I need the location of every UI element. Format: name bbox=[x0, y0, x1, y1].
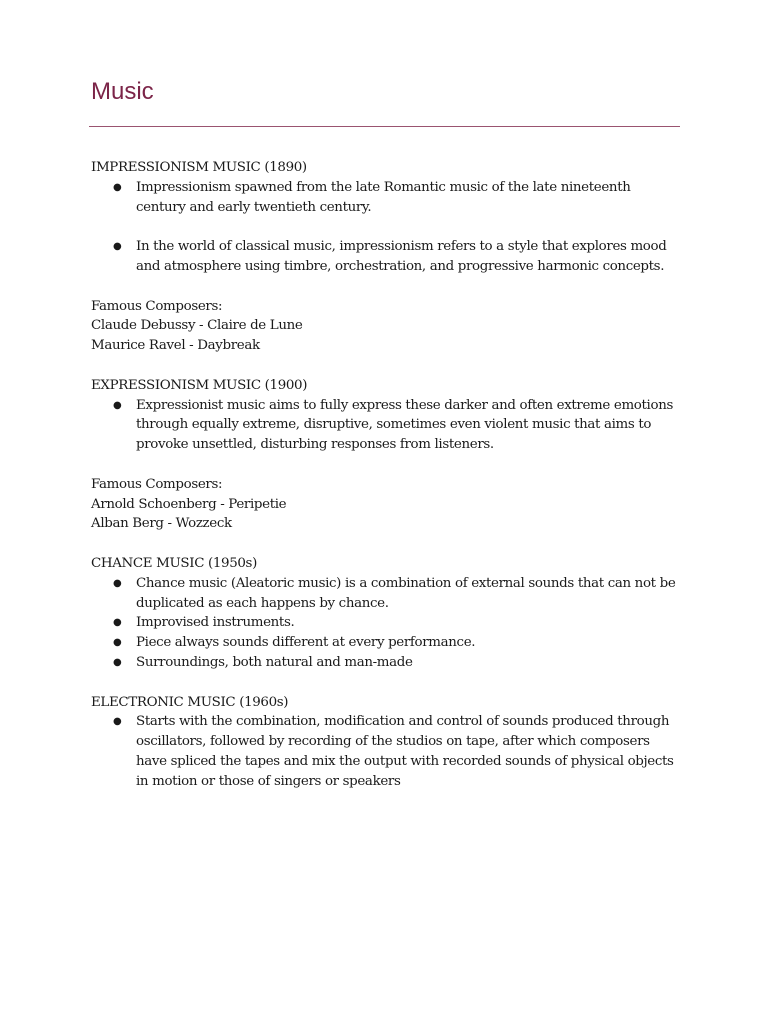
document-body bbox=[91, 158, 691, 811]
bullet-list bbox=[91, 712, 691, 791]
page-title: Music bbox=[91, 78, 154, 105]
bullet-dot-icon: ● bbox=[113, 617, 122, 629]
list-item bbox=[91, 633, 681, 653]
list-item-text: Surroundings, both natural and man-made bbox=[136, 654, 413, 670]
bullet-dot-icon: ● bbox=[113, 577, 122, 589]
bullet-dot-icon: ● bbox=[113, 241, 122, 253]
bullet-list bbox=[91, 574, 691, 673]
list-item bbox=[91, 712, 681, 791]
section-heading: IMPRESSIONISM MUSIC (1890) bbox=[91, 160, 307, 175]
composer-entry: Claude Debussy - Claire de Lune bbox=[91, 318, 303, 334]
title-divider bbox=[89, 126, 680, 127]
list-item bbox=[91, 396, 681, 455]
bullet-list bbox=[91, 396, 691, 455]
list-item-text: Chance music (Aleatoric music) is a combination of external sounds that can not be duplicated as each happens by chance. bbox=[136, 575, 676, 611]
bullet-dot-icon: ● bbox=[113, 399, 122, 411]
section-electronic bbox=[91, 693, 691, 792]
section-chance bbox=[91, 554, 691, 673]
bullet-dot-icon: ● bbox=[113, 181, 122, 193]
list-item-text: Expressionist music aims to fully express these darker and often extreme emotions through equally extreme, disruptive, sometimes even violent music that aims to provoke unsettled, disturbing responses from listeners. bbox=[136, 397, 673, 453]
composers-label: Famous Composers: bbox=[91, 476, 223, 492]
section-heading: ELECTRONIC MUSIC (1960s) bbox=[91, 694, 289, 710]
list-item bbox=[91, 653, 681, 673]
composer-entry: Alban Berg - Wozzeck bbox=[91, 516, 232, 532]
list-item bbox=[91, 574, 681, 614]
list-item bbox=[91, 613, 681, 633]
composers-expressionism bbox=[91, 475, 691, 534]
bullet-dot-icon: ● bbox=[113, 716, 122, 728]
bullet-dot-icon: ● bbox=[113, 637, 122, 649]
section-heading: EXPRESSIONISM MUSIC (1900) bbox=[91, 377, 308, 393]
composer-entry: Arnold Schoenberg - Peripetie bbox=[91, 496, 287, 512]
list-item-text: Impressionism spawned from the late Romantic music of the late nineteenth century and early twentieth century. bbox=[136, 179, 631, 215]
composer-entry: Maurice Ravel - Daybreak bbox=[91, 338, 260, 354]
composers-impressionism bbox=[91, 297, 691, 356]
section-expressionism bbox=[91, 376, 691, 455]
bullet-list bbox=[91, 178, 691, 277]
section-impressionism bbox=[91, 158, 691, 277]
list-item-text: Starts with the combination, modification and control of sounds produced through oscillators, followed by recording of the studios on tape, after which composers have spliced the tapes and mix the output with recorded sounds of physical objects in motion or those of singers or speakers bbox=[136, 714, 674, 789]
list-item bbox=[91, 178, 681, 218]
list-item-text: Piece always sounds different at every performance. bbox=[136, 635, 476, 651]
list-item-text: In the world of classical music, impressionism refers to a style that explores mood and atmosphere using timbre, orchestration, and progressive harmonic concepts. bbox=[136, 239, 667, 274]
composers-label: Famous Composers: bbox=[91, 298, 223, 314]
bullet-dot-icon: ● bbox=[113, 656, 122, 668]
list-item-text: Improvised instruments. bbox=[136, 615, 295, 631]
section-heading: CHANCE MUSIC (1950s) bbox=[91, 555, 257, 571]
list-item bbox=[91, 237, 681, 277]
